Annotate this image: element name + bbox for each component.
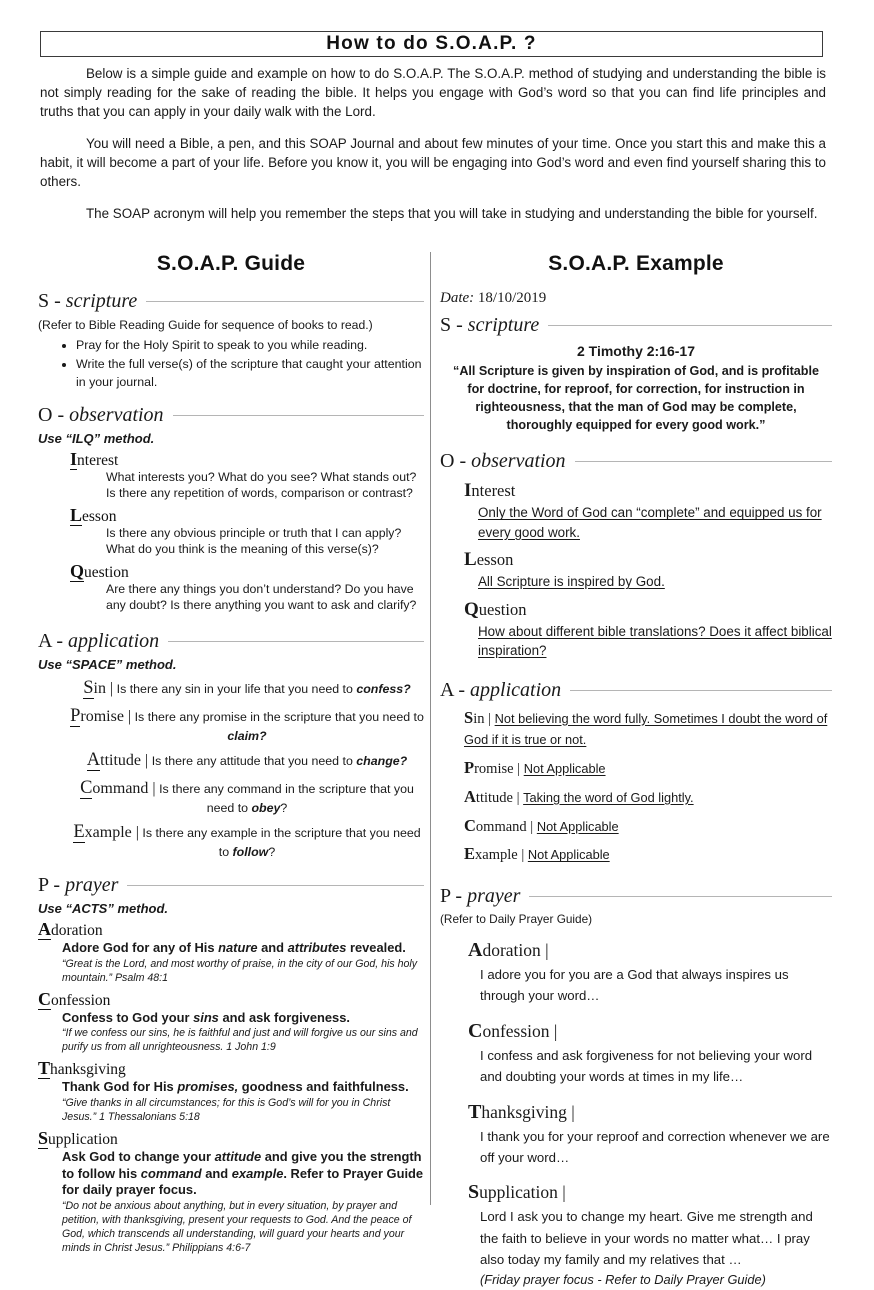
space-row: Example | Is there any example in the scripture that you need to follow? xyxy=(73,822,421,860)
acts-quote: “If we confess our sins, he is faithful and just and will forgive us our sins and purify us from all unrighteousness. 1 John 1:9 xyxy=(62,1027,418,1054)
ilq-heading: Question xyxy=(70,560,129,581)
acts-heading: Supplication xyxy=(38,1127,118,1148)
example-verse-block xyxy=(452,342,820,434)
example-verse-reference: 2 Timothy 2:16-17 xyxy=(576,343,695,359)
example-date-label: Date: xyxy=(440,290,475,306)
example-scripture-label: S - scripture xyxy=(440,314,540,336)
space-row: Command | Is there any command in the scripture that you need to obey? xyxy=(80,778,414,816)
page-title: How to do S.O.A.P. ? xyxy=(326,33,537,54)
example-section-observation-header xyxy=(440,450,832,473)
example-prayer-body: I adore you for you are a God that always inspires us through your word… xyxy=(480,967,789,1004)
section-rule xyxy=(146,301,424,302)
example-ilq-answer: All Scripture is inspired by God. xyxy=(478,574,665,590)
example-prayer-note: (Refer to Daily Prayer Guide) xyxy=(440,912,593,927)
guide-section-prayer-header xyxy=(38,874,424,897)
guide-column xyxy=(38,252,424,1256)
example-prayer-heading: Thanksgiving | xyxy=(468,1100,575,1123)
section-rule xyxy=(127,885,424,886)
example-space-row: Command | Not Applicable xyxy=(464,815,619,835)
example-space-row: Sin | Not believing the word fully. Sometimes I doubt the word of God if it is true or not. xyxy=(464,707,828,748)
example-acts-list xyxy=(440,939,832,1290)
example-verse-text: “All Scripture is given by inspiration of God, and is profitable for doctrine, for reproof, for correction, for instruction in righteousness, that the man of God may be complete, thoroughly equipped for every good work.” xyxy=(453,363,819,432)
space-row: Promise | Is there any promise in the scripture that you need to claim? xyxy=(70,705,424,743)
guide-application-label: A - application xyxy=(38,629,160,652)
acts-body: Confess to God your sins and ask forgiveness. xyxy=(62,1009,350,1025)
acts-body: Thank God for His promises, goodness and faithfulness. xyxy=(62,1079,409,1095)
ilq-question-line: Are there any things you don’t understand? Do you have xyxy=(106,581,414,596)
page-title-box xyxy=(40,31,823,57)
guide-application-method: Use “SPACE” method. xyxy=(38,656,177,672)
example-prayer-body: I confess and ask forgiveness for not believing your word and doubting your words at times in my life… xyxy=(480,1047,813,1085)
example-ilq-heading: Interest xyxy=(464,480,516,502)
example-prayer-body: I thank you for your reproof and correction whenever we are off your word… xyxy=(480,1128,830,1165)
example-ilq-heading: Lesson xyxy=(464,549,514,571)
example-prayer-heading: Supplication | xyxy=(468,1181,566,1204)
ilq-heading: Lesson xyxy=(70,505,117,526)
example-space-row: Promise | Not Applicable xyxy=(464,758,606,778)
guide-scripture-bullets xyxy=(38,337,424,392)
ilq-question-line: What do you think is the meaning of this verse(s)? xyxy=(106,542,379,556)
acts-heading: Thanksgiving xyxy=(38,1058,126,1079)
guide-observation-method: Use “ILQ” method. xyxy=(38,431,155,447)
guide-scripture-note: (Refer to Bible Reading Guide for sequence of books to read.) xyxy=(38,318,373,332)
guide-acts-list xyxy=(38,919,424,1256)
guide-section-observation-header xyxy=(38,404,424,427)
ilq-question-line: Is there any obvious principle or truth that I can apply? xyxy=(106,526,402,541)
acts-body: Adore God for any of His nature and attributes revealed. xyxy=(62,940,406,956)
intro-paragraph: You will need a Bible, a pen, and this SOAP Journal and about few minutes of your time. Once you start this and make this a habit, it will become a part of your life. Before you know it, you will be engaging into God’s word and even find yourself sharing this to others. xyxy=(40,136,826,190)
ilq-question-line: any doubt? Is there anything you want to ask and clarify? xyxy=(106,597,417,612)
example-section-prayer-header xyxy=(440,885,832,908)
example-ilq-answer: How about different bible translations? Does it affect biblical inspiration? xyxy=(478,623,832,659)
column-divider xyxy=(430,252,431,1205)
example-section-scripture-header xyxy=(440,314,832,337)
acts-heading: Confession xyxy=(38,988,111,1009)
example-ilq-answer: Only the Word of God can “complete” and equipped us for every good work. xyxy=(478,505,822,540)
example-date-value: 18/10/2019 xyxy=(477,290,547,306)
guide-prayer-method: Use “ACTS” method. xyxy=(38,901,169,917)
example-space-list xyxy=(440,706,832,868)
acts-quote: “Great is the Lord, and most worthy of praise, in the city of our God, his holy mountain.” Psalm 48:1 xyxy=(62,957,418,984)
acts-body: Ask God to change your attitude and give you the strength to follow his command and example. Refer to Prayer Guide for daily prayer focus. xyxy=(62,1148,424,1198)
example-application-label: A - application xyxy=(440,678,562,701)
space-row: Sin | Is there any sin in your life that you need to confess? xyxy=(83,677,411,698)
guide-observation-label: O - observation xyxy=(38,404,164,427)
example-prayer-heading: Confession | xyxy=(468,1019,558,1042)
space-row: Attitude | Is there any attitude that you need to change? xyxy=(86,749,408,770)
intro-paragraph: Below is a simple guide and example on how to do S.O.A.P. The S.O.A.P. method of studying and understanding the bible is not simply reading for the sake of reading the bible. It helps you engage with God’s word so that you can find life principles and truths that you can apply in your daily walk with the Lord. xyxy=(40,66,826,120)
example-date xyxy=(440,290,832,307)
section-rule xyxy=(168,641,424,642)
guide-scripture-label: S - scripture xyxy=(38,290,138,312)
intro-paragraph: The SOAP acronym will help you remember the steps that you will take in studying and understanding the bible for yourself. xyxy=(86,206,818,222)
example-prayer-body: Lord I ask you to change my heart. Give me strength and the faith to believe in your words no matter what… I pray also today my family and my relatives that … xyxy=(480,1209,813,1268)
example-ilq-list xyxy=(440,480,832,660)
section-rule xyxy=(529,896,832,897)
acts-heading: Adoration xyxy=(38,919,103,940)
example-heading: S.O.A.P. Example xyxy=(548,252,724,275)
section-rule xyxy=(575,461,832,462)
guide-ilq-list xyxy=(70,449,424,613)
example-prayer-extra-note: (Friday prayer focus - Refer to Daily Prayer Guide) xyxy=(480,1272,766,1288)
example-ilq-heading: Question xyxy=(464,598,527,620)
section-rule xyxy=(570,690,832,691)
example-prayer-label: P - prayer xyxy=(440,885,521,908)
ilq-question-line: Is there any repetition of words, comparison or contrast? xyxy=(106,486,413,501)
example-section-application-header xyxy=(440,679,832,702)
example-prayer-heading: Adoration | xyxy=(468,939,549,962)
example-column xyxy=(440,252,832,1290)
guide-section-scripture-header xyxy=(38,290,424,313)
section-rule xyxy=(173,415,424,416)
guide-space-list xyxy=(38,676,424,861)
example-space-row: Attitude | Taking the word of God lightly. xyxy=(464,786,694,806)
guide-section-application-header xyxy=(38,630,424,653)
acts-quote: “Give thanks in all circumstances; for this is God’s will for you in Christ Jesus.” 1 Thessalonians 5:18 xyxy=(62,1096,391,1123)
ilq-question-line: What interests you? What do you see? What stands out? xyxy=(106,470,417,485)
guide-prayer-label: P - prayer xyxy=(38,874,119,897)
list-item: • Write the full verse(s) of the scripture that caught your attention in your journal. xyxy=(76,356,424,392)
section-rule xyxy=(548,325,832,326)
guide-heading: S.O.A.P. Guide xyxy=(156,252,306,275)
example-observation-label: O - observation xyxy=(440,450,566,473)
intro-paragraphs xyxy=(40,64,826,223)
acts-quote: “Do not be anxious about anything, but in every situation, by prayer and petition, with thanksgiving, present your requests to God. And the peace of God, which transcends all understanding, will guard your hearts and your minds in Christ Jesus.” Philippians 4:6-7 xyxy=(62,1200,412,1254)
ilq-heading: Interest xyxy=(70,449,119,470)
example-space-row: Example | Not Applicable xyxy=(464,844,610,864)
list-item: • Pray for the Holy Spirit to speak to you while reading. xyxy=(76,337,424,355)
